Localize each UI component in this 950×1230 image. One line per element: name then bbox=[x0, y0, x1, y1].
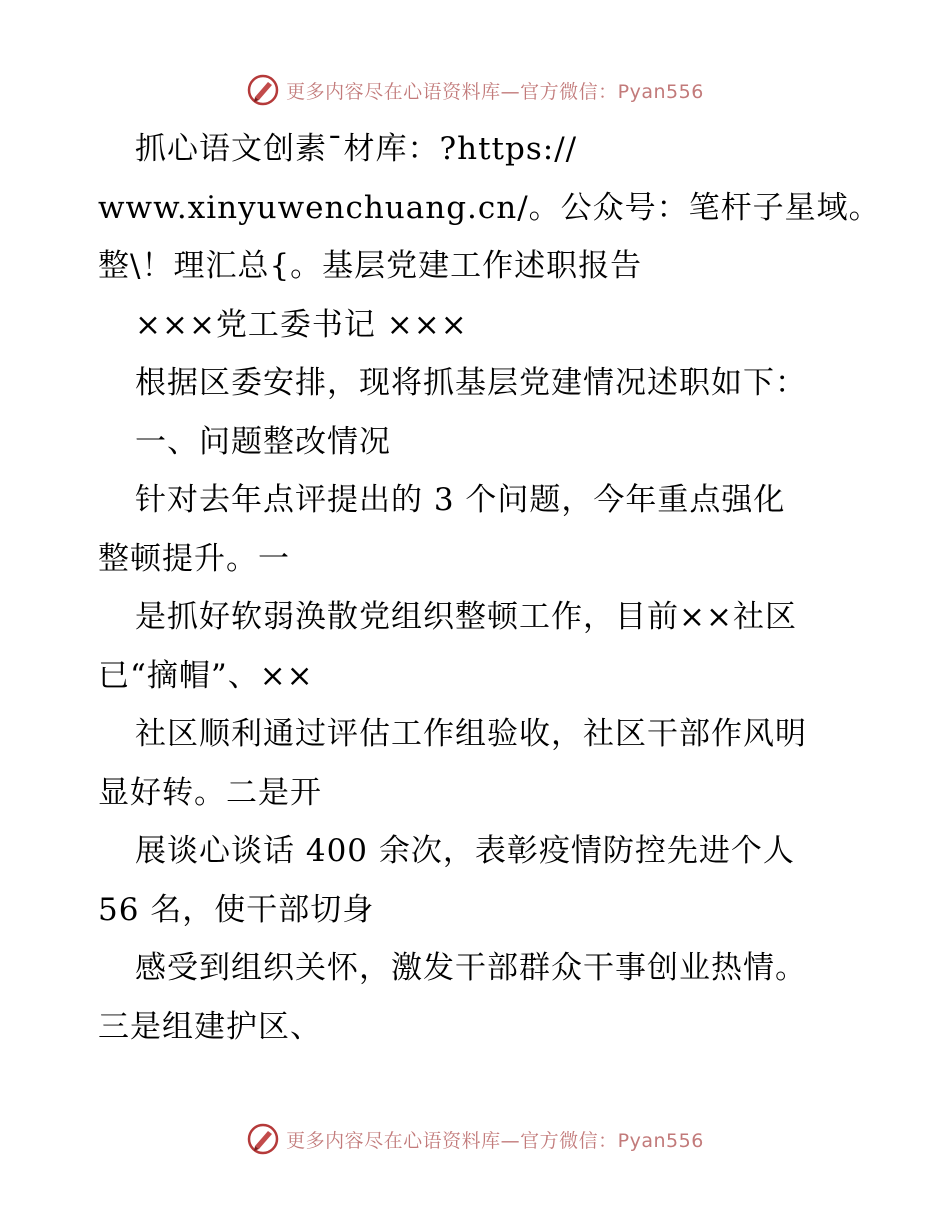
section-heading: 一、问题整改情况 bbox=[135, 423, 391, 460]
text-line: 是抓好软弱涣散党组织整顿工作，目前××社区 bbox=[135, 599, 797, 635]
text-line: 感受到组织关怀，激发干部群众干事创业热情。 bbox=[135, 950, 807, 986]
text-line: 根据区委安排，现将抓基层党建情况述职如下： bbox=[135, 365, 807, 401]
text-line: 整\！理汇总{。基层党建工作述职报告 bbox=[98, 248, 643, 284]
footer-watermark-banner bbox=[0, 1119, 950, 1159]
text-line: 显好转。二是开 bbox=[98, 774, 322, 811]
author-line: ×××党工委书记 ××× bbox=[135, 306, 468, 343]
text-line: 三是组建护区、 bbox=[98, 1008, 322, 1045]
footer-watermark-text: 更多内容尽在心语资料库—官方微信：Pyan556 bbox=[286, 1129, 704, 1152]
text-line: 针对去年点评提出的 3 个问题，今年重点强化 bbox=[135, 482, 786, 518]
text-line: 已“摘帽”、×× bbox=[98, 657, 314, 694]
text-line: 社区顺利通过评估工作组验收，社区干部作风明 bbox=[135, 716, 807, 752]
text-line: 展谈心谈话 400 余次，表彰疫情防控先进个人 bbox=[135, 833, 795, 869]
text-line: 整顿提升。一 bbox=[98, 540, 290, 577]
text-line: 抓心语文创素¯材库：?https:// bbox=[135, 131, 578, 167]
header-watermark-text: 更多内容尽在心语资料库—官方微信：Pyan556 bbox=[286, 80, 704, 103]
header-watermark-banner bbox=[0, 70, 950, 110]
text-line: 56 名，使干部切身 bbox=[98, 891, 375, 928]
document-body bbox=[98, 120, 881, 1056]
text-line: www.xinyuwenchuang.cn/。公众号：笔杆子星域。 bbox=[98, 189, 881, 226]
pen-circle-logo-icon bbox=[246, 1122, 280, 1156]
pen-circle-logo-icon bbox=[246, 73, 280, 107]
